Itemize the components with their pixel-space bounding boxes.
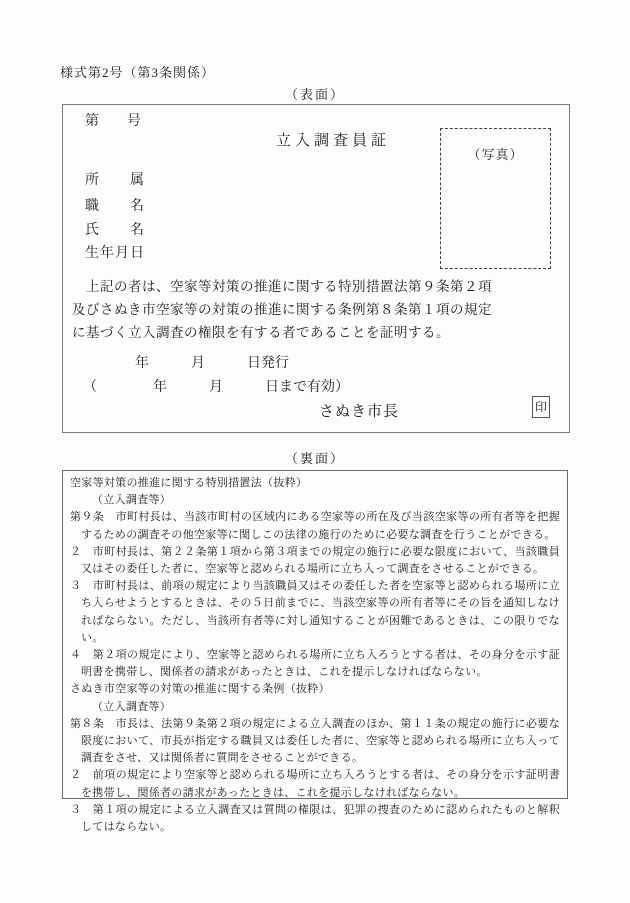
form-number-label: 様式第2号（第3条関係） [60,65,216,80]
ordinance-article-8-para-3: ３ 第１項の規定による立入調査又は質問の権限は、犯罪の捜査のために認められたものと解釈してはならない。 [70,803,560,834]
id-card-front [62,104,570,433]
id-card-back [62,470,568,834]
law-article-9-para-1: 第９条 市町村長は、当該市町村の区域内にある空家等の所在及び当該空家等の所有者等を把握するための調査その他空家等に関しこの法律の施行のために必要な調査を行うことができる。 [70,511,560,541]
photo-placeholder-label: （写真） [467,147,524,162]
certificate-number-field: 第 号 [85,114,141,129]
law-article-9-para-4: ４ 第２項の規定により、空家等と認められる場所に立ち入ろうとする者は、その身分を示す証明書を携帯し、関係者の請求があったときは、これを提示しなければならない。 [70,649,560,679]
statement-line-2: 及びさぬき市空家等の対策の推進に関する条例第８条第１項の規定 [72,302,492,317]
ordinance-article-8-para-1: 第８条 市長は、法第９条第２項の規定による立入調査のほか、第１１条の規定の施行に必要な限度において、市長が指定する職員又は委任した者に、空家等と認められる場所に立ち入って調査をさせ、又は関係者に質問をさせることができる。 [70,717,560,765]
field-job-title: 職 名 [85,199,145,214]
ordinance-article-8-para-2: ２ 前項の規定により空家等と認められる場所に立ち入ろうとする者は、その身分を示す証明書を携帯し、関係者の請求があったときは、これを提示しなければならない。 [70,769,560,799]
field-name: 氏 名 [85,223,145,238]
front-side-caption: （表面） [284,87,345,102]
official-seal-mark: 印 [532,396,550,418]
ordinance-title: さぬき市空家等の対策の推進に関する条例（抜粋） [70,683,330,696]
issue-date-line: 年 月 日発行 [135,356,289,371]
law-title: 空家等対策の推進に関する特別措置法（抜粋） [70,477,308,489]
law-section-heading: （立入調査等） [92,494,172,507]
law-article-9-para-2: ２ 市町村長は、第２２条第１項から第３項までの規定の施行に必要な限度において、当該職員又はその委任した者に、空家等と認められる場所に立ち入って調査をさせることができる。 [70,545,560,576]
field-birthdate: 生年月日 [85,246,145,261]
statement-line-1: 上記の者は、空家等対策の推進に関する特別措置法第９条第２項 [72,279,492,294]
law-article-9-para-3: ３ 市町村長は、前項の規定により当該職員又はその委任した者を空家等と認められる場所に立ち入らせようとするときは、その５日前までに、当該空家等の所有者等にその旨を通知しなければならない。ただし、当該所有者等に対し通知することが困難であるときは、この限りでない。 [70,580,560,644]
certification-statement [72,275,555,344]
valid-until-line: （ 年 月 日まで有効） [83,380,349,395]
mayor-signature-label: さぬき市長 [319,404,400,420]
photo-placeholder-box [440,128,551,269]
card-title: 立入調査員証 [275,133,390,149]
statement-line-3: に基づく立入調査の権限を有する者であることを証明する。 [72,325,450,340]
field-affiliation: 所 属 [85,173,145,188]
ordinance-section-heading: （立入調査等） [92,700,172,713]
back-side-caption: （裏面） [284,451,345,466]
